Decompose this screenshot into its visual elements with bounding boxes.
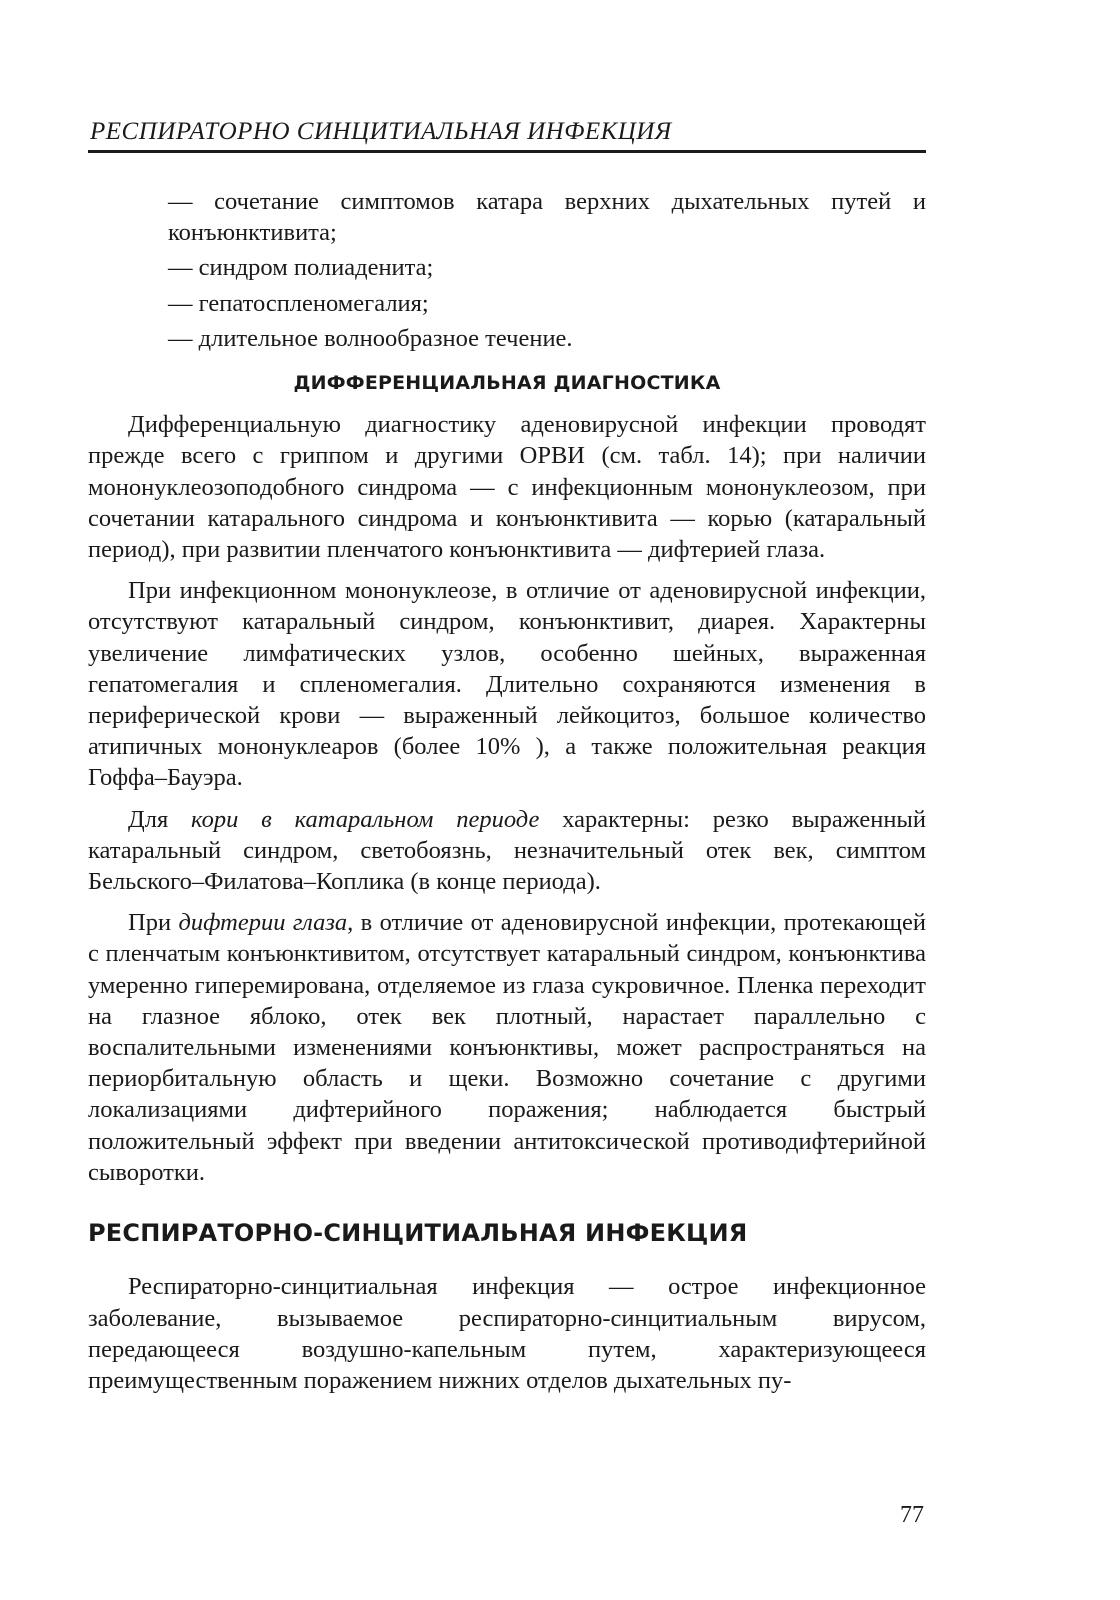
italic-term: кори в катаральном периоде xyxy=(191,805,540,833)
italic-term: дифтерии глаза, xyxy=(178,909,354,937)
paragraph-text: характерны: резко выраженный катаральный синдром, светобоязнь, незначительный отек век, симптом Бельского–Филатова–Коплика (в конце периода). xyxy=(88,805,927,896)
section-heading: РЕСПИРАТОРНО-СИНЦИТИАЛЬНАЯ ИНФЕКЦИЯ xyxy=(88,1219,748,1248)
page-number: 77 xyxy=(900,1502,924,1528)
paragraph-text: При xyxy=(128,909,179,937)
subsection-heading: ДИФФЕРЕНЦИАЛЬНАЯ ДИАГНОСТИКА xyxy=(293,372,721,395)
header-rule xyxy=(88,150,926,153)
list-item: — гепатоспленомегалия; xyxy=(168,289,429,317)
paragraph-text: Для xyxy=(128,805,192,833)
paragraph: Дифференциальную диагностику аденовирусной инфекции проводят прежде всего с гриппом и другими ОРВИ (см. табл. 14); при наличии мононуклеозоподобного синдрома — с инфекционным мононуклеозом, при сочетании катарального синдрома и конъюнктивита — корью (катаральный период), при развитии пленчатого конъюнктивита — дифтерией глаза. xyxy=(88,411,926,564)
running-head: РЕСПИРАТОРНО СИНЦИТИАЛЬНАЯ ИНФЕКЦИЯ xyxy=(90,118,672,145)
list-item: — длительное волнообразное течение. xyxy=(168,324,573,352)
paragraph: Респираторно-синцитиальная инфекция — острое инфекционное заболевание, вызываемое респираторно-синцитиальным вирусом, передающееся воздушно-капельным путем, характеризующееся преимущественным поражением нижних отделов дыхательных пу- xyxy=(88,1273,926,1394)
paragraph xyxy=(88,907,926,1188)
page-content xyxy=(88,186,926,1406)
list-item: — сочетание симптомов катара верхних дыхательных путей и конъюнктивита; xyxy=(168,188,926,247)
list-item: — синдром полиаденита; xyxy=(168,254,434,282)
paragraph: При инфекционном мононуклеозе, в отличие от аденовирусной инфекции, отсутствуют катаральный синдром, конъюнктивит, диарея. Характерны увеличение лимфатических узлов, особенно шейных, выраженная гепатомегалия и спленомегалия. Длительно сохраняются изменения в периферической крови — выраженный лейкоцитоз, большое количество атипичных мононуклеаров (более 10% ), а также положительная реакция Гоффа–Бауэра. xyxy=(88,577,926,792)
paragraph-text: в отличие от аденовирусной инфекции, протекающей с пленчатым конъюнктивитом, отсутствует катаральный синдром, конъюнктива умеренно гиперемирована, отделяемое из глаза сукровичное. Пленка переходит на глазное яблоко, отек век плотный, нарастает параллельно с воспалительными изменениями конъюнктивы, может распространяться на периорбитальную область и щеки. Возможно сочетание с другими локализациями дифтерийного поражения; наблюдается быстрый положительный эффект при введении антитоксической противодифтерийной сыворотки. xyxy=(88,909,927,1186)
paragraph xyxy=(88,804,926,898)
